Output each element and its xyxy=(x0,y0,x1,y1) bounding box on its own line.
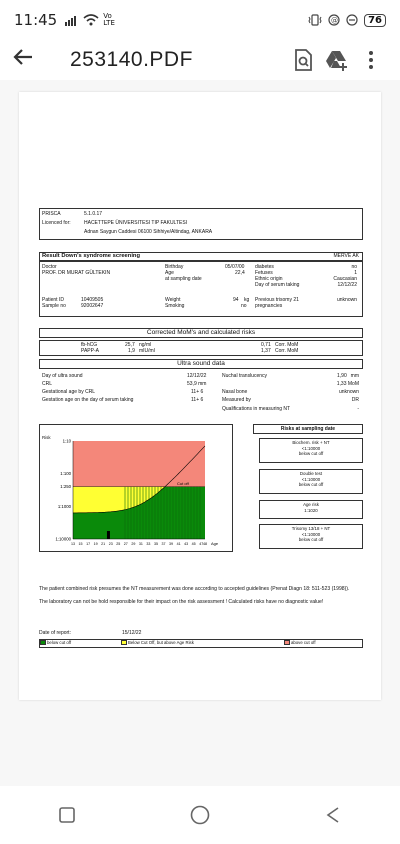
day-serum-value: 12/12/22 xyxy=(337,282,357,288)
fbhcg-mom: 0,71 xyxy=(261,342,271,348)
back-triangle-icon xyxy=(324,806,342,824)
result-label: Result Down's syndrome screening xyxy=(42,253,141,259)
risk4-value: <1:10000 xyxy=(301,531,321,537)
smoking-label: Smoking xyxy=(165,303,185,309)
x-tick-label: 23 xyxy=(108,542,113,546)
volte-label: Vo LTE xyxy=(103,12,115,27)
nt-mom: 1,33 MoM xyxy=(336,381,359,387)
fbhcg-value: 25,7 xyxy=(125,342,135,348)
report-date-label: Date of report: xyxy=(39,630,71,636)
nt-unit: mm xyxy=(350,373,359,379)
back-arrow-icon[interactable] xyxy=(12,46,42,74)
day-us-label: Day of ultra sound xyxy=(42,373,83,379)
software-version: 5.1.0.17 xyxy=(84,211,103,217)
nt-value: 1,90 xyxy=(337,373,347,379)
fetuses-value: 1 xyxy=(354,270,357,276)
y-tick-label: 1:1000 xyxy=(57,503,71,509)
add-to-drive-icon[interactable] xyxy=(320,43,354,77)
legend-green-swatch xyxy=(40,640,46,645)
x-tick-label: 41 xyxy=(176,542,181,546)
battery-indicator: 76 xyxy=(364,14,386,27)
y-tick-label: 1:10000 xyxy=(55,536,71,542)
fbhcg-unit: ng/ml xyxy=(139,342,152,348)
wifi-icon xyxy=(83,14,99,26)
ga-crl-label: Gestational age by CRL xyxy=(42,389,96,395)
risk3-value: 1:1020 xyxy=(304,507,318,513)
cutoff-label: Cut off xyxy=(177,481,189,487)
licenced-name: HACETTEPE ÜNIVERSITESI TIP FAKULTESI xyxy=(84,220,188,226)
ultrasound-header: Ultra sound data xyxy=(39,359,363,369)
measured-label: Measured by xyxy=(222,397,251,403)
search-in-document-icon[interactable] xyxy=(286,43,320,77)
legend-red-swatch xyxy=(284,640,290,645)
y-tick-label: 1:10 xyxy=(62,438,71,444)
nt-label: Nuchal translucency xyxy=(222,373,268,379)
legend-green-label: below cut off xyxy=(47,640,72,645)
software-label: PRISCA xyxy=(42,211,61,217)
system-nav-bar xyxy=(0,786,400,844)
ga-serum-label: Gestation age on the day of serum taking xyxy=(42,397,134,403)
patient-marker xyxy=(107,531,110,539)
risk1-title: Biochem. risk + NT xyxy=(292,440,330,445)
x-tick-label: 29 xyxy=(131,542,136,546)
corrected-header: Corrected MoM's and calculated risks xyxy=(39,328,363,338)
fbhcg-mom-unit: Corr. MoM xyxy=(275,342,299,348)
risk-box-double-test xyxy=(259,469,363,494)
weight-unit: kg xyxy=(244,297,250,303)
status-left-icons xyxy=(65,13,117,27)
qual-label: Qualifications in measuring NT xyxy=(222,406,291,412)
fetuses-label: Fetuses xyxy=(255,270,273,276)
measured-value: DR xyxy=(351,397,359,403)
risk-chart xyxy=(39,424,233,552)
x-tick-label: 25 xyxy=(116,542,121,546)
ethnic-value: Caucasian xyxy=(333,276,357,282)
risk3-title: Age risk xyxy=(303,502,319,507)
qual-value: - xyxy=(357,406,359,412)
diabetes-value: no xyxy=(351,264,357,270)
home-button[interactable] xyxy=(170,795,230,835)
app-bar xyxy=(0,40,400,80)
ga-serum-value: 11+ 6 xyxy=(191,397,204,403)
y-tick-label: 1:100 xyxy=(60,471,71,477)
legend-red xyxy=(284,640,316,646)
x-tick-label: 31 xyxy=(138,542,143,546)
file-title: 253140.PDF xyxy=(70,48,193,71)
status-bar xyxy=(0,0,400,40)
recents-icon xyxy=(58,806,76,824)
risk-box-trisomy xyxy=(259,524,363,549)
x-tick-label: 33 xyxy=(146,542,151,546)
x-tick-label: 13 xyxy=(71,542,75,546)
risk4-title: Trisomy 13/18 + NT xyxy=(291,526,331,531)
x-tick-label: 43 xyxy=(184,542,189,546)
risk1-value: <1:10000 xyxy=(301,445,321,451)
x-tick-label: 19 xyxy=(93,542,98,546)
patient-id-value: 10409505 xyxy=(81,297,104,303)
age-value: 22,4 xyxy=(235,270,245,276)
pappa-value: 1,9 xyxy=(128,348,135,354)
more-options-icon[interactable] xyxy=(354,43,388,77)
licenced-label: Licenced for: xyxy=(42,220,71,226)
pappa-label: PAPP-A xyxy=(81,348,99,354)
report-date-value: 15/12/22 xyxy=(122,630,142,636)
status-time: 11:45 xyxy=(14,11,58,29)
legend-yellow-label: Below Cut Off, but above Age Risk xyxy=(128,640,194,645)
recents-button[interactable] xyxy=(37,795,97,835)
prev-trisomy-label2: pregnancies xyxy=(255,303,283,309)
crl-value: 53,9 mm xyxy=(187,381,207,387)
legend-yellow xyxy=(121,640,194,646)
nasal-value: unknown xyxy=(338,389,359,395)
x-tick-label: 17 xyxy=(86,542,91,546)
risk2-note: below cut off xyxy=(298,482,324,488)
x-tick-label: 47 xyxy=(199,542,204,546)
svg-text:@: @ xyxy=(331,16,339,25)
footer-text-2: The laboratory can not be hold responsible for their impact on the risk assessment ! Calculated risks have no diagnostic value! xyxy=(39,599,324,605)
patient-id-label: Patient ID xyxy=(42,297,64,303)
patient-name: MERVE AK xyxy=(333,253,359,259)
prev-trisomy-label: Previous trisomy 21 xyxy=(255,297,299,303)
day-us-value: 12/12/22 xyxy=(187,373,207,379)
day-serum-label: Day of serum taking xyxy=(255,282,300,288)
licenced-address: Adnan Saygun Caddesi 06100 Sihhiye/Altindag, ANKARA xyxy=(84,229,213,235)
x-tick-label: 37 xyxy=(161,542,166,546)
risk4-note: below cut off xyxy=(298,537,324,543)
risk2-title: Double test xyxy=(299,471,323,476)
x-tick-label: 27 xyxy=(123,542,128,546)
crl-label: CRL xyxy=(42,381,53,387)
sample-no-value: 92002647 xyxy=(81,303,104,309)
x-tick-label: 39 xyxy=(169,542,174,546)
fbhcg-label: fb-hCG xyxy=(81,342,98,348)
chart-risk-label: Risk xyxy=(42,435,51,440)
pappa-unit: mIU/ml xyxy=(139,348,155,354)
risk1-note: below cut off xyxy=(298,451,324,457)
birthday-label: Birthday xyxy=(165,264,184,270)
pappa-mom: 1,37 xyxy=(261,348,271,354)
age-label: Age xyxy=(165,270,174,276)
y-tick-label: 1:250 xyxy=(60,484,71,490)
pappa-mom-unit: Corr. MoM xyxy=(275,348,299,354)
doctor-label: Doctor xyxy=(42,264,57,270)
x-tick-label: 15 xyxy=(78,542,83,546)
zone-above-cutoff xyxy=(73,441,205,487)
risk-box-biochem xyxy=(259,438,363,463)
no-disturb-icon xyxy=(346,14,358,26)
at-sampling-label: at sampling date xyxy=(165,276,202,282)
legend-green xyxy=(40,640,71,646)
vibrate-icon xyxy=(308,14,322,26)
home-icon xyxy=(189,804,211,826)
alarm-icon xyxy=(328,14,340,26)
x-tick-label: 45 xyxy=(191,542,196,546)
pdf-page xyxy=(19,92,381,700)
x-tick-label: 21 xyxy=(101,542,106,546)
footer-text-1: The patient combined risk presumes the NT measurement was done according to accepted guidelines (Prenat Diagn 18: 511-523 (1998)). xyxy=(39,586,350,592)
smoking-value: no xyxy=(241,303,247,309)
risk2-value: <1:10000 xyxy=(301,476,321,482)
x-axis-label: Age xyxy=(211,541,219,546)
x-tick-label: 48 xyxy=(203,542,207,546)
ga-crl-value: 11+ 6 xyxy=(191,389,204,395)
prev-trisomy-value: unknown xyxy=(336,297,357,303)
ethnic-label: Ethnic origin xyxy=(255,276,283,282)
weight-label: Weight xyxy=(165,297,181,303)
diabetes-label: diabetes xyxy=(255,264,274,270)
risks-header: Risks at sampling date xyxy=(253,424,363,434)
back-button[interactable] xyxy=(303,795,363,835)
weight-value: 94 xyxy=(233,297,239,303)
birthday-value: 05/07/00 xyxy=(225,264,245,270)
legend-red-label: above cut off xyxy=(291,640,316,645)
nasal-label: Nasal bone xyxy=(222,389,248,395)
sample-no-label: Sample no xyxy=(42,303,66,309)
risk-box-age xyxy=(259,500,363,519)
doctor-name: PROF. DR MURAT GÜLTEKIN xyxy=(42,270,111,276)
x-tick-label: 35 xyxy=(153,542,158,546)
signal-icon xyxy=(65,14,79,26)
status-right-icons xyxy=(308,14,386,27)
legend-yellow-swatch xyxy=(121,640,127,645)
